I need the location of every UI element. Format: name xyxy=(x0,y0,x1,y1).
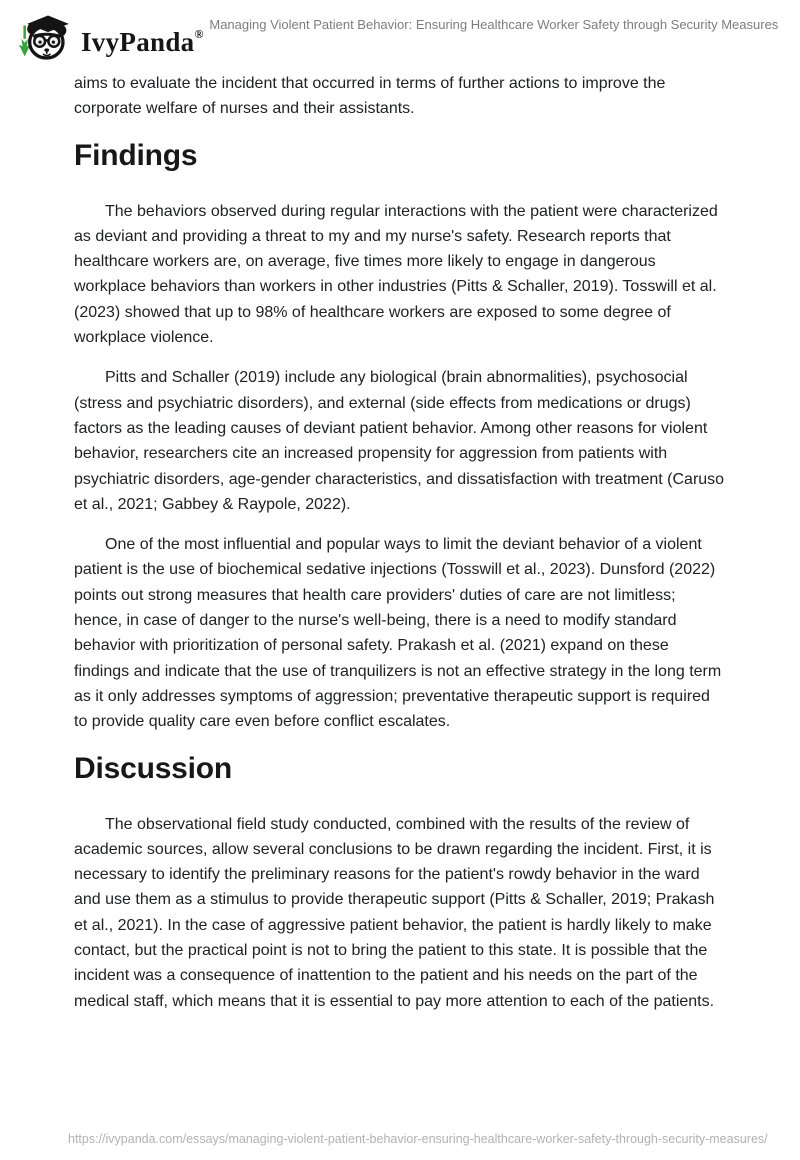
page-header xyxy=(0,0,800,58)
findings-paragraph-3: One of the most influential and popular ways to limit the deviant behavior of a violent patient is the use of biochemical sedative injections (Tosswill et al., 2023). Dunsford (2022) points out strong measures that health care providers' duties of care are not limitless; hence, in case of danger to the nurse's well-being, there is a need to modify standard behavior with prioritization of personal safety. Prakash et al. (2021) expand on these findings and indicate that the use of tranquilizers is not an effective strategy in the long term as it only addresses symptoms of aggression; preventative therapeutic support is required to provide quality care even before conflict escalates. xyxy=(74,536,722,731)
source-url: https://ivypanda.com/essays/managing-violent-patient-behavior-ensuring-healthcare-worker-safety-through-security-measures/ xyxy=(68,1132,768,1146)
ivypanda-panda-logo-icon xyxy=(14,13,72,63)
document-title: Managing Violent Patient Behavior: Ensuring Healthcare Worker Safety through Security Measures xyxy=(209,17,779,32)
brand xyxy=(14,9,204,67)
brand-name: IvyPanda xyxy=(81,27,195,57)
findings-paragraph-1: The behaviors observed during regular interactions with the patient were characterized as deviant and providing a threat to my and my nurse's safety. Research reports that healthcare workers are, on average, five times more likely to engage in dangerous workplace behaviors than workers in other industries (Pitts & Schaller, 2019). Tosswill et al. (2023) showed that up to 98% of healthcare workers are exposed to some degree of workplace violence. xyxy=(74,202,718,347)
page-footer xyxy=(68,1132,780,1146)
findings-paragraph-2: Pitts and Schaller (2019) include any biological (brain abnormalities), psychosocial (stress and psychiatric disorders), and external (side effects from medications or drugs) factors as the leading causes of deviant patient behavior. Among other reasons for violent behavior, researchers cite an increased propensity for aggression from patients with psychiatric disorders, age-gender characteristics, and dissatisfaction with treatment (Caruso et al., 2021; Gabbey & Raypole, 2022). xyxy=(74,369,725,513)
section-heading-findings: Findings xyxy=(74,138,198,172)
registered-trademark-symbol: ® xyxy=(194,27,204,41)
discussion-paragraph-1: The observational field study conducted, combined with the results of the review of academic sources, allow several conclusions to be drawn regarding the incident. First, it is necessary to identify the preliminary reasons for the patient's rowdy behavior in the ward and use them as a stimulus to provide therapeutic support (Pitts & Schaller, 2019; Prakash et al., 2021). In the case of aggressive patient behavior, the patient is hardly likely to make contact, but the practical point is not to bring the patient to this state. It is possible that the incident was a consequence of inattention to the patient and his needs on the part of the medical staff, which means that it is essential to pay more attention to each of the patients. xyxy=(74,815,715,1010)
brand-wordmark xyxy=(81,9,204,67)
continuation-paragraph: aims to evaluate the incident that occurred in terms of further actions to improve the corporate welfare of nurses and their assistants. xyxy=(74,75,666,118)
essay-content xyxy=(0,58,800,1014)
section-heading-discussion: Discussion xyxy=(74,751,233,785)
